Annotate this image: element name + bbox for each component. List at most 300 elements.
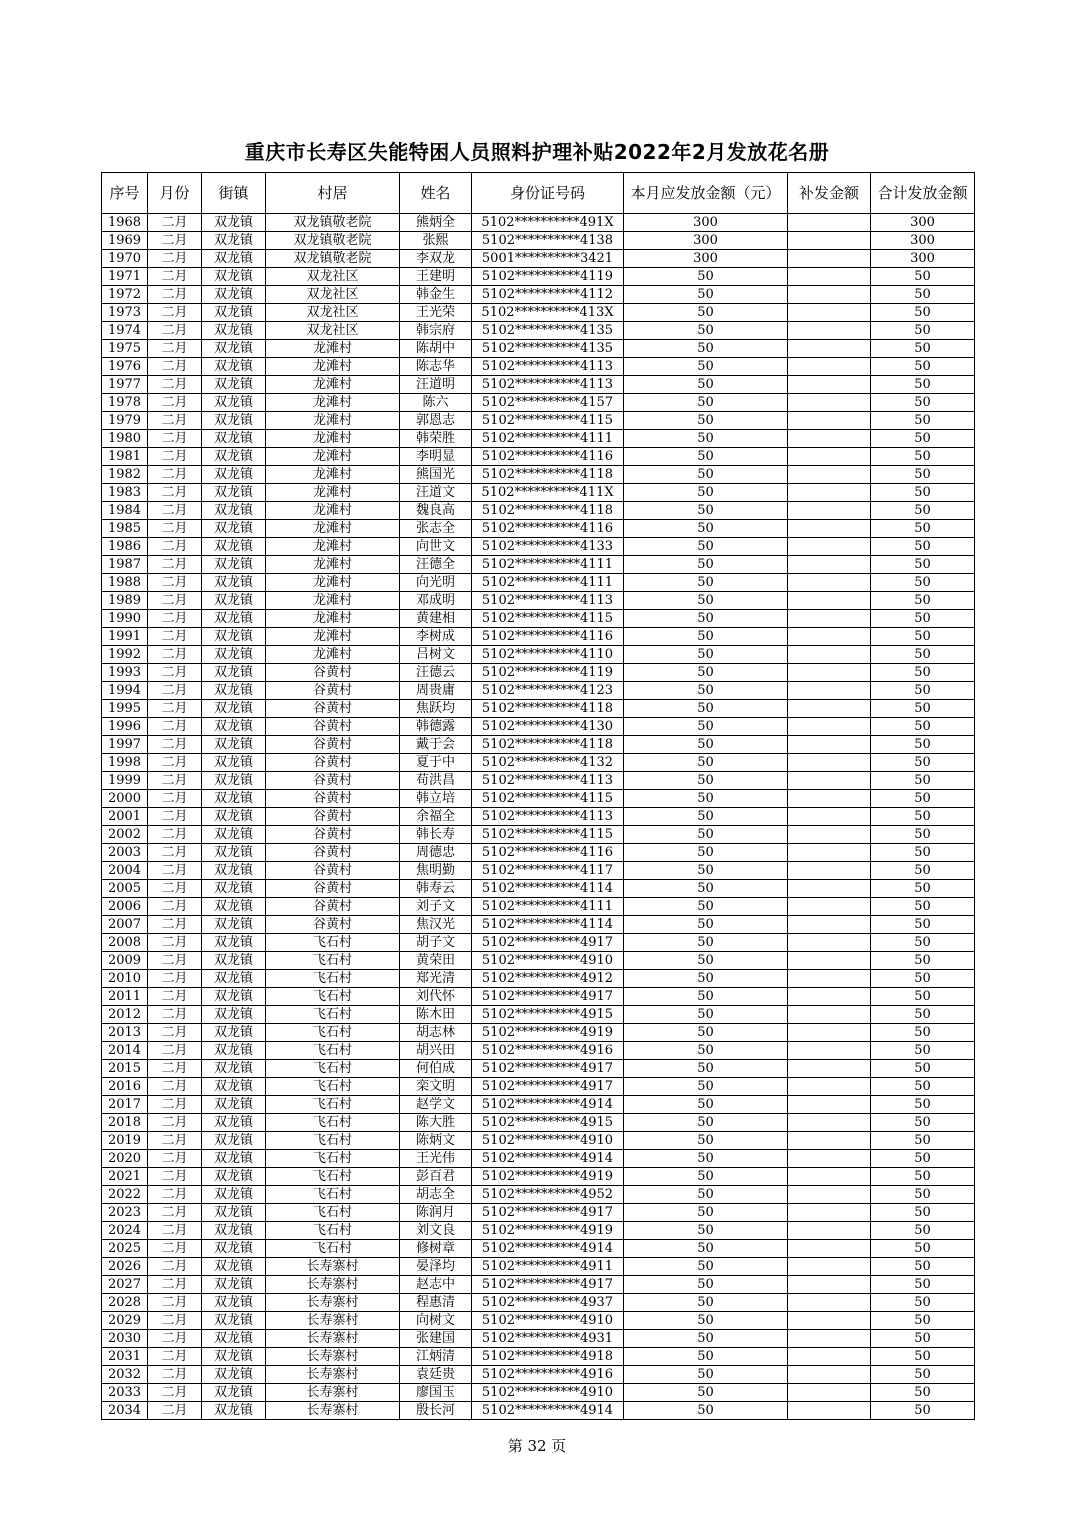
cell-village: 谷黄村 bbox=[266, 808, 400, 826]
cell-total-amount: 50 bbox=[871, 1366, 975, 1384]
cell-month: 二月 bbox=[148, 214, 202, 232]
table-row bbox=[102, 844, 975, 862]
cell-index: 2015 bbox=[102, 1060, 148, 1078]
cell-village: 谷黄村 bbox=[266, 682, 400, 700]
cell-town: 双龙镇 bbox=[202, 1132, 266, 1150]
table-row bbox=[102, 304, 975, 322]
cell-total-amount: 50 bbox=[871, 1258, 975, 1276]
cell-month: 二月 bbox=[148, 916, 202, 934]
cell-month: 二月 bbox=[148, 412, 202, 430]
cell-index: 1968 bbox=[102, 214, 148, 232]
cell-name: 张建国 bbox=[400, 1330, 472, 1348]
table-row bbox=[102, 1096, 975, 1114]
cell-id-number: 5102**********4111 bbox=[472, 898, 624, 916]
cell-village: 双龙镇敬老院 bbox=[266, 250, 400, 268]
cell-id-number: 5102**********4917 bbox=[472, 1078, 624, 1096]
cell-index: 2009 bbox=[102, 952, 148, 970]
cell-name: 戴于会 bbox=[400, 736, 472, 754]
cell-index: 1981 bbox=[102, 448, 148, 466]
cell-id-number: 5102**********4115 bbox=[472, 790, 624, 808]
cell-name: 汪道明 bbox=[400, 376, 472, 394]
cell-town: 双龙镇 bbox=[202, 1366, 266, 1384]
cell-village: 谷黄村 bbox=[266, 826, 400, 844]
cell-month: 二月 bbox=[148, 808, 202, 826]
cell-index: 1982 bbox=[102, 466, 148, 484]
table-row bbox=[102, 538, 975, 556]
cell-monthly-amount: 50 bbox=[624, 1384, 788, 1402]
cell-month: 二月 bbox=[148, 358, 202, 376]
cell-total-amount: 50 bbox=[871, 412, 975, 430]
cell-total-amount: 50 bbox=[871, 394, 975, 412]
cell-town: 双龙镇 bbox=[202, 808, 266, 826]
cell-name: 吕树文 bbox=[400, 646, 472, 664]
cell-town: 双龙镇 bbox=[202, 646, 266, 664]
cell-monthly-amount: 50 bbox=[624, 1168, 788, 1186]
cell-total-amount: 50 bbox=[871, 952, 975, 970]
cell-total-amount: 50 bbox=[871, 1096, 975, 1114]
cell-month: 二月 bbox=[148, 1096, 202, 1114]
cell-total-amount: 50 bbox=[871, 898, 975, 916]
cell-supplement-amount bbox=[788, 1114, 871, 1132]
cell-id-number: 5102**********4910 bbox=[472, 952, 624, 970]
cell-index: 2028 bbox=[102, 1294, 148, 1312]
cell-town: 双龙镇 bbox=[202, 520, 266, 538]
cell-total-amount: 50 bbox=[871, 1024, 975, 1042]
cell-month: 二月 bbox=[148, 1114, 202, 1132]
cell-name: 向树文 bbox=[400, 1312, 472, 1330]
cell-monthly-amount: 50 bbox=[624, 628, 788, 646]
cell-village: 长寿寨村 bbox=[266, 1330, 400, 1348]
cell-month: 二月 bbox=[148, 1276, 202, 1294]
cell-id-number: 5102**********4914 bbox=[472, 1402, 624, 1420]
table-row bbox=[102, 1114, 975, 1132]
cell-town: 双龙镇 bbox=[202, 682, 266, 700]
cell-village: 龙滩村 bbox=[266, 466, 400, 484]
cell-monthly-amount: 50 bbox=[624, 322, 788, 340]
cell-town: 双龙镇 bbox=[202, 628, 266, 646]
cell-total-amount: 50 bbox=[871, 826, 975, 844]
cell-monthly-amount: 50 bbox=[624, 754, 788, 772]
cell-monthly-amount: 50 bbox=[624, 1402, 788, 1420]
cell-monthly-amount: 50 bbox=[624, 340, 788, 358]
cell-id-number: 5102**********4116 bbox=[472, 844, 624, 862]
cell-id-number: 5102**********4917 bbox=[472, 1060, 624, 1078]
cell-index: 1976 bbox=[102, 358, 148, 376]
cell-village: 双龙社区 bbox=[266, 322, 400, 340]
cell-name: 熊炳全 bbox=[400, 214, 472, 232]
cell-supplement-amount bbox=[788, 466, 871, 484]
cell-supplement-amount bbox=[788, 754, 871, 772]
cell-supplement-amount bbox=[788, 988, 871, 1006]
cell-id-number: 5102**********4113 bbox=[472, 358, 624, 376]
table-row bbox=[102, 448, 975, 466]
cell-id-number: 5102**********4118 bbox=[472, 466, 624, 484]
cell-monthly-amount: 50 bbox=[624, 1204, 788, 1222]
cell-id-number: 5102**********4919 bbox=[472, 1168, 624, 1186]
cell-total-amount: 50 bbox=[871, 1060, 975, 1078]
cell-town: 双龙镇 bbox=[202, 1024, 266, 1042]
cell-supplement-amount bbox=[788, 1330, 871, 1348]
cell-month: 二月 bbox=[148, 664, 202, 682]
cell-id-number: 5102**********4114 bbox=[472, 916, 624, 934]
cell-total-amount: 50 bbox=[871, 592, 975, 610]
cell-supplement-amount bbox=[788, 304, 871, 322]
cell-month: 二月 bbox=[148, 610, 202, 628]
cell-month: 二月 bbox=[148, 268, 202, 286]
cell-month: 二月 bbox=[148, 646, 202, 664]
cell-village: 谷黄村 bbox=[266, 844, 400, 862]
cell-village: 龙滩村 bbox=[266, 538, 400, 556]
cell-supplement-amount bbox=[788, 574, 871, 592]
cell-monthly-amount: 50 bbox=[624, 1330, 788, 1348]
column-header-id-number: 身份证号码 bbox=[472, 173, 624, 214]
cell-supplement-amount bbox=[788, 610, 871, 628]
cell-name: 王建明 bbox=[400, 268, 472, 286]
cell-town: 双龙镇 bbox=[202, 862, 266, 880]
cell-village: 龙滩村 bbox=[266, 412, 400, 430]
cell-town: 双龙镇 bbox=[202, 358, 266, 376]
table-row bbox=[102, 862, 975, 880]
cell-month: 二月 bbox=[148, 322, 202, 340]
cell-supplement-amount bbox=[788, 556, 871, 574]
cell-monthly-amount: 50 bbox=[624, 646, 788, 664]
cell-town: 双龙镇 bbox=[202, 1114, 266, 1132]
cell-month: 二月 bbox=[148, 1132, 202, 1150]
cell-monthly-amount: 50 bbox=[624, 412, 788, 430]
cell-monthly-amount: 50 bbox=[624, 808, 788, 826]
cell-supplement-amount bbox=[788, 1276, 871, 1294]
cell-supplement-amount bbox=[788, 934, 871, 952]
cell-id-number: 5102**********4113 bbox=[472, 772, 624, 790]
cell-village: 龙滩村 bbox=[266, 592, 400, 610]
table-row bbox=[102, 1402, 975, 1420]
cell-name: 向世文 bbox=[400, 538, 472, 556]
table-row bbox=[102, 880, 975, 898]
cell-month: 二月 bbox=[148, 250, 202, 268]
cell-month: 二月 bbox=[148, 898, 202, 916]
cell-month: 二月 bbox=[148, 1258, 202, 1276]
cell-monthly-amount: 50 bbox=[624, 880, 788, 898]
cell-village: 飞石村 bbox=[266, 1132, 400, 1150]
cell-supplement-amount bbox=[788, 700, 871, 718]
cell-village: 龙滩村 bbox=[266, 376, 400, 394]
cell-total-amount: 50 bbox=[871, 466, 975, 484]
table-row bbox=[102, 1240, 975, 1258]
cell-index: 1987 bbox=[102, 556, 148, 574]
cell-village: 谷黄村 bbox=[266, 664, 400, 682]
cell-id-number: 5102**********413X bbox=[472, 304, 624, 322]
cell-town: 双龙镇 bbox=[202, 1240, 266, 1258]
cell-village: 飞石村 bbox=[266, 1168, 400, 1186]
cell-name: 胡兴田 bbox=[400, 1042, 472, 1060]
cell-town: 双龙镇 bbox=[202, 286, 266, 304]
cell-supplement-amount bbox=[788, 1168, 871, 1186]
cell-town: 双龙镇 bbox=[202, 394, 266, 412]
cell-index: 1979 bbox=[102, 412, 148, 430]
cell-month: 二月 bbox=[148, 718, 202, 736]
cell-supplement-amount bbox=[788, 322, 871, 340]
cell-village: 谷黄村 bbox=[266, 754, 400, 772]
cell-index: 2012 bbox=[102, 1006, 148, 1024]
cell-id-number: 5102**********4910 bbox=[472, 1312, 624, 1330]
cell-supplement-amount bbox=[788, 1258, 871, 1276]
cell-village: 谷黄村 bbox=[266, 862, 400, 880]
cell-name: 李明显 bbox=[400, 448, 472, 466]
cell-supplement-amount bbox=[788, 394, 871, 412]
cell-id-number: 5102**********4119 bbox=[472, 664, 624, 682]
cell-village: 双龙社区 bbox=[266, 304, 400, 322]
cell-monthly-amount: 50 bbox=[624, 1276, 788, 1294]
cell-index: 1969 bbox=[102, 232, 148, 250]
table-row bbox=[102, 736, 975, 754]
cell-id-number: 5102**********4917 bbox=[472, 1276, 624, 1294]
cell-town: 双龙镇 bbox=[202, 502, 266, 520]
cell-monthly-amount: 50 bbox=[624, 772, 788, 790]
cell-total-amount: 50 bbox=[871, 340, 975, 358]
cell-index: 2020 bbox=[102, 1150, 148, 1168]
cell-village: 龙滩村 bbox=[266, 610, 400, 628]
cell-total-amount: 50 bbox=[871, 862, 975, 880]
cell-total-amount: 50 bbox=[871, 1042, 975, 1060]
cell-total-amount: 50 bbox=[871, 376, 975, 394]
cell-index: 1974 bbox=[102, 322, 148, 340]
table-row bbox=[102, 628, 975, 646]
cell-name: 王光荣 bbox=[400, 304, 472, 322]
cell-id-number: 5102**********4113 bbox=[472, 808, 624, 826]
table-row bbox=[102, 1276, 975, 1294]
cell-index: 1975 bbox=[102, 340, 148, 358]
cell-id-number: 5102**********4114 bbox=[472, 880, 624, 898]
cell-monthly-amount: 50 bbox=[624, 1186, 788, 1204]
table-row bbox=[102, 466, 975, 484]
cell-name: 胡志林 bbox=[400, 1024, 472, 1042]
cell-index: 1998 bbox=[102, 754, 148, 772]
table-row bbox=[102, 1042, 975, 1060]
cell-supplement-amount bbox=[788, 844, 871, 862]
cell-month: 二月 bbox=[148, 1222, 202, 1240]
cell-id-number: 5102**********4130 bbox=[472, 718, 624, 736]
cell-name: 焦明勤 bbox=[400, 862, 472, 880]
cell-id-number: 5102**********4111 bbox=[472, 430, 624, 448]
cell-index: 1990 bbox=[102, 610, 148, 628]
cell-monthly-amount: 50 bbox=[624, 934, 788, 952]
cell-name: 胡志全 bbox=[400, 1186, 472, 1204]
cell-village: 谷黄村 bbox=[266, 880, 400, 898]
cell-index: 1978 bbox=[102, 394, 148, 412]
cell-town: 双龙镇 bbox=[202, 1042, 266, 1060]
column-header-monthly-amount: 本月应发放金额（元） bbox=[624, 173, 788, 214]
cell-monthly-amount: 50 bbox=[624, 466, 788, 484]
cell-id-number: 5102**********4918 bbox=[472, 1348, 624, 1366]
cell-total-amount: 50 bbox=[871, 772, 975, 790]
cell-monthly-amount: 50 bbox=[624, 1294, 788, 1312]
cell-id-number: 5102**********4157 bbox=[472, 394, 624, 412]
cell-name: 殷长河 bbox=[400, 1402, 472, 1420]
cell-supplement-amount bbox=[788, 412, 871, 430]
cell-monthly-amount: 50 bbox=[624, 484, 788, 502]
table-row bbox=[102, 898, 975, 916]
cell-index: 2032 bbox=[102, 1366, 148, 1384]
cell-id-number: 5102**********4123 bbox=[472, 682, 624, 700]
table-row bbox=[102, 934, 975, 952]
cell-index: 2021 bbox=[102, 1168, 148, 1186]
cell-month: 二月 bbox=[148, 1150, 202, 1168]
cell-village: 长寿寨村 bbox=[266, 1366, 400, 1384]
cell-supplement-amount bbox=[788, 268, 871, 286]
cell-town: 双龙镇 bbox=[202, 1222, 266, 1240]
cell-village: 长寿寨村 bbox=[266, 1402, 400, 1420]
cell-total-amount: 50 bbox=[871, 1168, 975, 1186]
cell-supplement-amount bbox=[788, 214, 871, 232]
cell-town: 双龙镇 bbox=[202, 1258, 266, 1276]
cell-town: 双龙镇 bbox=[202, 700, 266, 718]
cell-month: 二月 bbox=[148, 1168, 202, 1186]
cell-town: 双龙镇 bbox=[202, 1204, 266, 1222]
table-row bbox=[102, 286, 975, 304]
table-row bbox=[102, 970, 975, 988]
cell-monthly-amount: 50 bbox=[624, 286, 788, 304]
cell-monthly-amount: 50 bbox=[624, 916, 788, 934]
cell-supplement-amount bbox=[788, 358, 871, 376]
cell-index: 1973 bbox=[102, 304, 148, 322]
cell-monthly-amount: 50 bbox=[624, 1042, 788, 1060]
cell-total-amount: 50 bbox=[871, 538, 975, 556]
cell-village: 龙滩村 bbox=[266, 502, 400, 520]
cell-id-number: 5102**********4118 bbox=[472, 736, 624, 754]
cell-monthly-amount: 50 bbox=[624, 1132, 788, 1150]
cell-name: 陈木田 bbox=[400, 1006, 472, 1024]
cell-name: 郑光清 bbox=[400, 970, 472, 988]
cell-index: 2010 bbox=[102, 970, 148, 988]
cell-index: 2008 bbox=[102, 934, 148, 952]
cell-month: 二月 bbox=[148, 880, 202, 898]
cell-index: 2033 bbox=[102, 1384, 148, 1402]
cell-index: 1972 bbox=[102, 286, 148, 304]
cell-village: 谷黄村 bbox=[266, 790, 400, 808]
cell-month: 二月 bbox=[148, 1078, 202, 1096]
cell-id-number: 5102**********4113 bbox=[472, 376, 624, 394]
cell-town: 双龙镇 bbox=[202, 916, 266, 934]
cell-village: 龙滩村 bbox=[266, 430, 400, 448]
table-row bbox=[102, 754, 975, 772]
cell-town: 双龙镇 bbox=[202, 988, 266, 1006]
cell-monthly-amount: 50 bbox=[624, 1222, 788, 1240]
cell-id-number: 5102**********4111 bbox=[472, 556, 624, 574]
cell-id-number: 5102**********4910 bbox=[472, 1384, 624, 1402]
cell-index: 1989 bbox=[102, 592, 148, 610]
cell-supplement-amount bbox=[788, 970, 871, 988]
cell-index: 2031 bbox=[102, 1348, 148, 1366]
table-header-row bbox=[102, 173, 975, 214]
cell-town: 双龙镇 bbox=[202, 970, 266, 988]
cell-name: 韩长寿 bbox=[400, 826, 472, 844]
cell-total-amount: 50 bbox=[871, 1312, 975, 1330]
cell-village: 双龙镇敬老院 bbox=[266, 232, 400, 250]
cell-supplement-amount bbox=[788, 430, 871, 448]
table-row bbox=[102, 520, 975, 538]
cell-monthly-amount: 50 bbox=[624, 718, 788, 736]
cell-total-amount: 50 bbox=[871, 484, 975, 502]
cell-total-amount: 50 bbox=[871, 268, 975, 286]
cell-monthly-amount: 300 bbox=[624, 232, 788, 250]
cell-name: 汪道文 bbox=[400, 484, 472, 502]
cell-name: 韩寿云 bbox=[400, 880, 472, 898]
cell-supplement-amount bbox=[788, 628, 871, 646]
cell-monthly-amount: 50 bbox=[624, 430, 788, 448]
cell-total-amount: 50 bbox=[871, 1276, 975, 1294]
cell-index: 1986 bbox=[102, 538, 148, 556]
cell-village: 龙滩村 bbox=[266, 556, 400, 574]
cell-name: 陈六 bbox=[400, 394, 472, 412]
cell-name: 胡子文 bbox=[400, 934, 472, 952]
cell-month: 二月 bbox=[148, 502, 202, 520]
cell-id-number: 5102**********4910 bbox=[472, 1132, 624, 1150]
cell-name: 陈胡中 bbox=[400, 340, 472, 358]
cell-monthly-amount: 50 bbox=[624, 988, 788, 1006]
cell-village: 龙滩村 bbox=[266, 358, 400, 376]
cell-id-number: 5102**********4916 bbox=[472, 1042, 624, 1060]
cell-total-amount: 50 bbox=[871, 1222, 975, 1240]
cell-town: 双龙镇 bbox=[202, 268, 266, 286]
cell-name: 刘子文 bbox=[400, 898, 472, 916]
cell-total-amount: 50 bbox=[871, 1348, 975, 1366]
cell-total-amount: 50 bbox=[871, 916, 975, 934]
cell-supplement-amount bbox=[788, 808, 871, 826]
cell-name: 张熙 bbox=[400, 232, 472, 250]
roster-table bbox=[101, 172, 975, 1420]
cell-month: 二月 bbox=[148, 484, 202, 502]
cell-village: 飞石村 bbox=[266, 970, 400, 988]
cell-total-amount: 300 bbox=[871, 232, 975, 250]
cell-id-number: 5102**********4111 bbox=[472, 574, 624, 592]
cell-village: 龙滩村 bbox=[266, 394, 400, 412]
table-row bbox=[102, 1150, 975, 1168]
cell-month: 二月 bbox=[148, 700, 202, 718]
cell-town: 双龙镇 bbox=[202, 466, 266, 484]
cell-index: 2013 bbox=[102, 1024, 148, 1042]
cell-month: 二月 bbox=[148, 1348, 202, 1366]
cell-total-amount: 300 bbox=[871, 250, 975, 268]
cell-id-number: 5102**********4911 bbox=[472, 1258, 624, 1276]
cell-month: 二月 bbox=[148, 682, 202, 700]
cell-town: 双龙镇 bbox=[202, 1330, 266, 1348]
cell-name: 韩立培 bbox=[400, 790, 472, 808]
cell-supplement-amount bbox=[788, 826, 871, 844]
cell-total-amount: 50 bbox=[871, 1402, 975, 1420]
cell-town: 双龙镇 bbox=[202, 826, 266, 844]
cell-total-amount: 50 bbox=[871, 1150, 975, 1168]
cell-name: 李双龙 bbox=[400, 250, 472, 268]
cell-name: 黄建相 bbox=[400, 610, 472, 628]
cell-name: 刘文良 bbox=[400, 1222, 472, 1240]
cell-village: 双龙镇敬老院 bbox=[266, 214, 400, 232]
cell-supplement-amount bbox=[788, 916, 871, 934]
cell-total-amount: 50 bbox=[871, 430, 975, 448]
cell-town: 双龙镇 bbox=[202, 1312, 266, 1330]
cell-total-amount: 50 bbox=[871, 1330, 975, 1348]
cell-total-amount: 50 bbox=[871, 448, 975, 466]
cell-total-amount: 50 bbox=[871, 1114, 975, 1132]
cell-id-number: 5102**********4915 bbox=[472, 1114, 624, 1132]
table-row bbox=[102, 358, 975, 376]
cell-month: 二月 bbox=[148, 1042, 202, 1060]
cell-total-amount: 50 bbox=[871, 754, 975, 772]
cell-town: 双龙镇 bbox=[202, 340, 266, 358]
cell-month: 二月 bbox=[148, 592, 202, 610]
cell-total-amount: 50 bbox=[871, 610, 975, 628]
cell-monthly-amount: 50 bbox=[624, 1024, 788, 1042]
cell-supplement-amount bbox=[788, 862, 871, 880]
